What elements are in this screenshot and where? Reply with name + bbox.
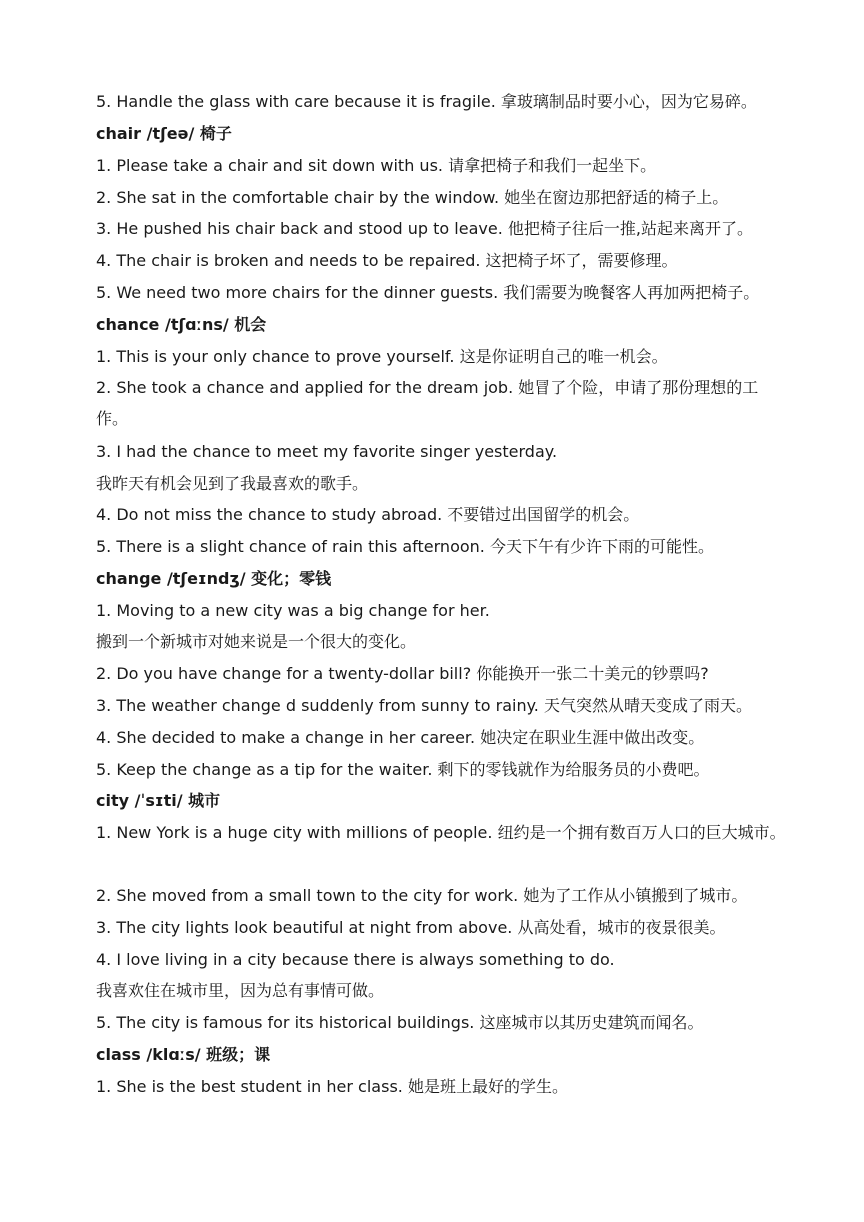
example-sentence: 1. Moving to a new city was a big change for her. [96, 601, 490, 620]
word-heading-chair: chair /tʃeə/ 椅子 [96, 124, 232, 143]
example-sentence: 2. She moved from a small town to the city for work. 她为了工作从小镇搬到了城市。 [96, 886, 748, 905]
example-sentence: 1. Please take a chair and sit down with us. 请拿把椅子和我们一起坐下。 [96, 156, 657, 175]
example-sentence: 2. Do you have change for a twenty-dollar bill? 你能换开一张二十美元的钞票吗? [96, 664, 709, 683]
example-sentence: 3. I had the chance to meet my favorite singer yesterday. [96, 442, 558, 461]
example-sentence: 3. He pushed his chair back and stood up to leave. 他把椅子往后一推,站起来离开了。 [96, 219, 753, 238]
word-heading-city: city /ˈsɪti/ 城市 [96, 791, 221, 810]
example-sentence: 1. She is the best student in her class. 她是班上最好的学生。 [96, 1077, 568, 1096]
word-heading-class: class /klɑːs/ 班级；课 [96, 1045, 271, 1064]
example-sentence: 5. Keep the change as a tip for the waiter. 剩下的零钱就作为给服务员的小费吧。 [96, 760, 710, 779]
example-sentence: 5. There is a slight chance of rain this afternoon. 今天下午有少许下雨的可能性。 [96, 537, 714, 556]
example-sentence: 5. We need two more chairs for the dinner guests. 我们需要为晚餐客人再加两把椅子。 [96, 283, 760, 302]
example-sentence: 1. This is your only chance to prove yourself. 这是你证明自己的唯一机会。 [96, 347, 668, 366]
example-sentence: 3. The weather change d suddenly from sunny to rainy. 天气突然从晴天变成了雨天。 [96, 696, 752, 715]
example-sentence: 4. The chair is broken and needs to be repaired. 这把椅子坏了，需要修理。 [96, 251, 678, 270]
example-sentence: 4. I love living in a city because there is always something to do. [96, 950, 615, 969]
example-sentence: 5. The city is famous for its historical buildings. 这座城市以其历史建筑而闻名。 [96, 1013, 704, 1032]
word-heading-chance: chance /tʃɑːns/ 机会 [96, 315, 267, 334]
example-sentence: 2. She sat in the comfortable chair by the window. 她坐在窗边那把舒适的椅子上。 [96, 188, 729, 207]
example-translation: 我喜欢住在城市里，因为总有事情可做。 [96, 981, 385, 1000]
example-sentence: 4. Do not miss the chance to study abroad. 不要错过出国留学的机会。 [96, 505, 640, 524]
example-translation: 搬到一个新城市对她来说是一个很大的变化。 [96, 632, 417, 651]
example-translation: 我昨天有机会见到了我最喜欢的歌手。 [96, 474, 369, 493]
example-sentence: 2. She took a chance and applied for the dream job. 她冒了个险，申请了那份理想的工作。 [96, 378, 759, 428]
word-heading-change: change /tʃeɪndʒ/ 变化；零钱 [96, 569, 332, 588]
example-sentence: 3. The city lights look beautiful at night from above. 从高处看，城市的夜景很美。 [96, 918, 726, 937]
example-sentence: 4. She decided to make a change in her career. 她决定在职业生涯中做出改变。 [96, 728, 705, 747]
example-sentence: 1. New York is a huge city with millions of people. 纽约是一个拥有数百万人口的巨大城市。 [96, 823, 786, 842]
example-sentence: 5. Handle the glass with care because it is fragile. 拿玻璃制品时要小心，因为它易碎。 [96, 92, 757, 111]
